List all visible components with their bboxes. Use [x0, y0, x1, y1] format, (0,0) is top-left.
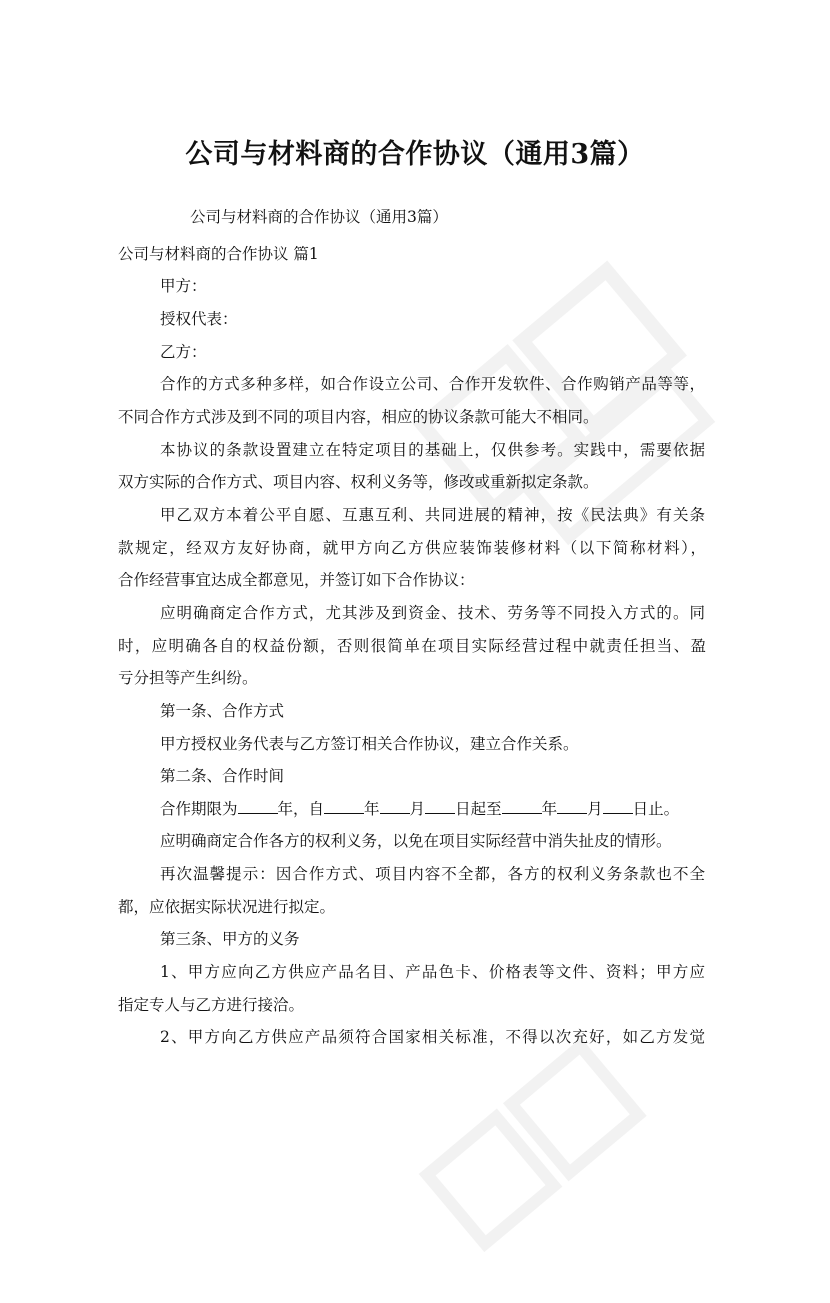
blank-field — [502, 799, 542, 814]
term-text: 月 — [587, 800, 603, 818]
party-a-label: 甲方： — [160, 277, 207, 295]
paragraph-line: 本协议的条款设置建立在特定项目的基础上，仅供参考。实践中，需要依据 — [160, 441, 705, 459]
term-text: 年 — [541, 800, 558, 818]
term-text: 年 — [364, 800, 380, 818]
paragraph-line: 甲乙双方本着公平自愿、互惠互利、共同进展的精神，按《民法典》有关条 — [160, 506, 705, 524]
paragraph-line: 合作经营事宜达成全都意见，并签订如下合作协议： — [118, 571, 475, 589]
paragraph-line: 应明确商定合作方式，尤其涉及到资金、技术、劳务等不同投入方式的。同 — [160, 604, 705, 622]
paragraph-line: 再次温馨提示：因合作方式、项目内容不全都，各方的权利义务条款也不全 — [160, 865, 705, 883]
article-heading: 第三条、甲方的义务 — [160, 930, 300, 948]
authorized-rep-label: 授权代表： — [160, 310, 238, 328]
paragraph-line: 都，应依据实际状况进行拟定。 — [118, 898, 336, 916]
paragraph-line: 2、甲方向乙方供应产品须符合国家相关标准，不得以次充好，如乙方发觉 — [160, 1028, 705, 1046]
paragraph-line: 甲方授权业务代表与乙方签订相关合作协议，建立合作关系。 — [160, 735, 579, 753]
paragraph-line: 时，应明确各自的权益份额，否则很简单在项目实际经营过程中就责任担当、盈 — [118, 637, 706, 655]
term-prefix: 合作期限为 — [160, 800, 238, 818]
paragraph-line: 款规定，经双方友好协商，就甲方向乙方供应装饰装修材料（以下简称材料）， — [118, 539, 706, 557]
term-text: 月 — [409, 800, 426, 818]
blank-field — [603, 799, 633, 814]
article-heading: 第二条、合作时间 — [160, 767, 285, 785]
term-text: 日止。 — [632, 800, 680, 818]
paragraph-line: 双方实际的合作方式、项目内容、权利义务等，修改或重新拟定条款。 — [118, 473, 599, 491]
document-title: 公司与材料商的合作协议（通用3篇） — [185, 139, 645, 170]
paragraph-line: 不同合作方式涉及到不同的项目内容，相应的协议条款可能大不相同。 — [118, 408, 599, 426]
document-subtitle: 公司与材料商的合作协议（通用3篇） — [190, 208, 448, 226]
blank-field — [380, 799, 410, 814]
blank-field — [425, 799, 455, 814]
paragraph-line: 应明确商定合作各方的权利义务，以免在项目实际经营中消失扯皮的情形。 — [160, 832, 672, 850]
paragraph-line: 亏分担等产生纠纷。 — [118, 669, 258, 687]
party-b-label: 乙方： — [160, 343, 207, 361]
section-heading: 公司与材料商的合作协议 篇1 — [118, 245, 319, 263]
term-text: 日起至 — [455, 800, 502, 818]
paragraph-line: 指定专人与乙方进行接洽。 — [118, 996, 305, 1014]
blank-field — [238, 799, 278, 814]
paragraph-line: 1、甲方应向乙方供应产品名目、产品色卡、价格表等文件、资料；甲方应 — [160, 963, 705, 981]
blank-field — [557, 799, 587, 814]
article-heading: 第一条、合作方式 — [160, 702, 285, 720]
term-text: 年，自 — [277, 800, 325, 818]
term-line — [160, 797, 679, 819]
paragraph-line: 合作的方式多种多样，如合作设立公司、合作开发软件、合作购销产品等等， — [160, 375, 705, 393]
blank-field — [324, 799, 364, 814]
